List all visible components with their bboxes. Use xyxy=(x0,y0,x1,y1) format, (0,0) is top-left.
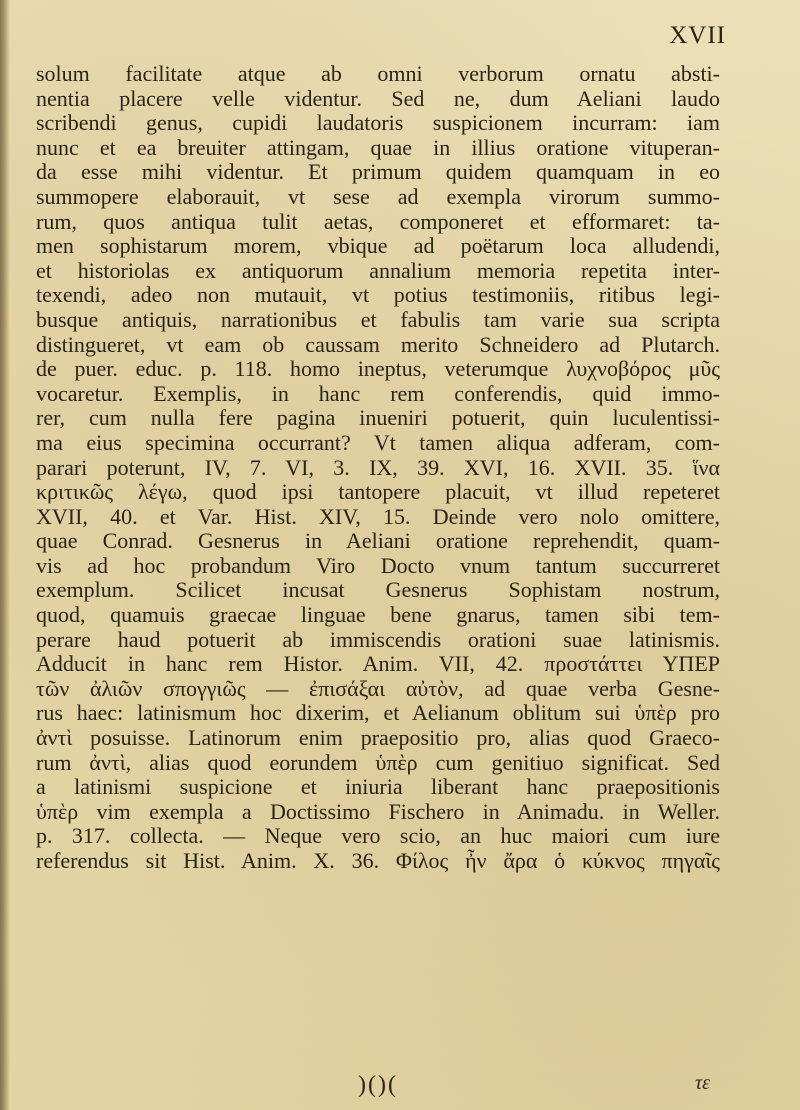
text-line: τῶν ἀλιῶν σπογγιῶς — ἐπισάξαι αὐτὸν, ad quae verba Gesne- xyxy=(36,676,720,701)
text-line: de puer. educ. p. 118. homo ineptus, veterumque λυχνοβόρος μῦς xyxy=(36,357,720,382)
text-line: p. 317. collecta. — Neque vero scio, an huc maiori cum iure xyxy=(36,824,720,849)
text-line: quae Conrad. Gesnerus in Aeliani oratione reprehendit, quam- xyxy=(36,529,720,554)
text-line: a latinismi suspicione et iniuria liberant hanc praepositionis xyxy=(36,775,720,800)
text-line: κριτικῶς λέγω, quod ipsi tantopere placuit, vt illud repeteret xyxy=(36,480,720,505)
text-line: ma eius specimina occurrant? Vt tamen aliqua adferam, com- xyxy=(36,430,720,455)
text-line: ἀντὶ posuisse. Latinorum enim praepositio pro, alias quod Graeco- xyxy=(36,726,720,751)
body-text xyxy=(36,62,720,874)
text-line: parari poterunt, IV, 7. VI, 3. IX, 39. XVI, 16. XVII. 35. ἵνα xyxy=(36,455,720,480)
text-line: vocaretur. Exemplis, in hanc rem conferendis, quid immo- xyxy=(36,381,720,406)
text-line: rum ἀντὶ, alias quod eorundem ὑπὲρ cum genitiuo significat. Sed xyxy=(36,750,720,775)
text-line: solum facilitate atque ab omni verborum ornatu absti- xyxy=(36,62,720,86)
text-line: nentia placere velle videntur. Sed ne, dum Aeliani laudo xyxy=(36,86,720,111)
text-line: rum, quos antiqua tulit aetas, componeret et efformaret: ta- xyxy=(36,209,720,234)
text-line: vis ad hoc probandum Viro Docto vnum tantum succurreret xyxy=(36,553,720,578)
text-line: rer, cum nulla fere pagina inueniri potuerit, quin luculentissi- xyxy=(36,406,720,431)
text-line: ὑπὲρ vim exempla a Doctissimo Fischero in Animadu. in Weller. xyxy=(36,799,720,824)
binding-gutter xyxy=(0,0,10,1110)
text-line: distingueret, vt eam ob caussam merito Schneidero ad Plutarch. xyxy=(36,332,720,357)
text-line: texendi, adeo non mutauit, vt potius testimoniis, ritibus legi- xyxy=(36,283,720,308)
text-line: exemplum. Scilicet incusat Gesnerus Sophistam nostrum, xyxy=(36,578,720,603)
text-line: et historiolas ex antiquorum annalium memoria repetita inter- xyxy=(36,258,720,283)
text-line: perare haud potuerit ab immiscendis orationi suae latinismis. xyxy=(36,627,720,652)
text-line: scribendi genus, cupidi laudatoris suspicionem incurram: iam xyxy=(36,111,720,136)
text-line: men sophistarum morem, vbique ad poëtarum loca alludendi, xyxy=(36,234,720,259)
text-line: busque antiquis, narrationibus et fabulis tam varie sua scripta xyxy=(36,307,720,332)
catchword: τε xyxy=(694,1072,710,1094)
page-footer xyxy=(36,1072,720,1100)
text-line: nunc et ea breuiter attingam, quae in illius oratione vituperan- xyxy=(36,135,720,160)
footer-ornament: )()( xyxy=(358,1072,398,1098)
text-line: rus haec: latinismum hoc dixerim, et Aelianum oblitum sui ὑπὲρ pro xyxy=(36,701,720,726)
text-line: referendus sit Hist. Anim. X. 36. Φίλος ἦν ἄρα ὁ κύκνος πηγαῖς xyxy=(36,849,720,873)
text-line: XVII, 40. et Var. Hist. XIV, 15. Deinde vero nolo omittere, xyxy=(36,504,720,529)
text-line: quod, quamuis graecae linguae bene gnarus, tamen sibi tem- xyxy=(36,603,720,628)
text-line: da esse mihi videntur. Et primum quidem quamquam in eo xyxy=(36,160,720,185)
text-line: Adducit in hanc rem Histor. Anim. VII, 42. προστάττει ΥΠΕΡ xyxy=(36,652,720,677)
text-line: summopere elaborauit, vt sese ad exempla virorum summo- xyxy=(36,184,720,209)
page-number: XVII xyxy=(669,22,726,49)
